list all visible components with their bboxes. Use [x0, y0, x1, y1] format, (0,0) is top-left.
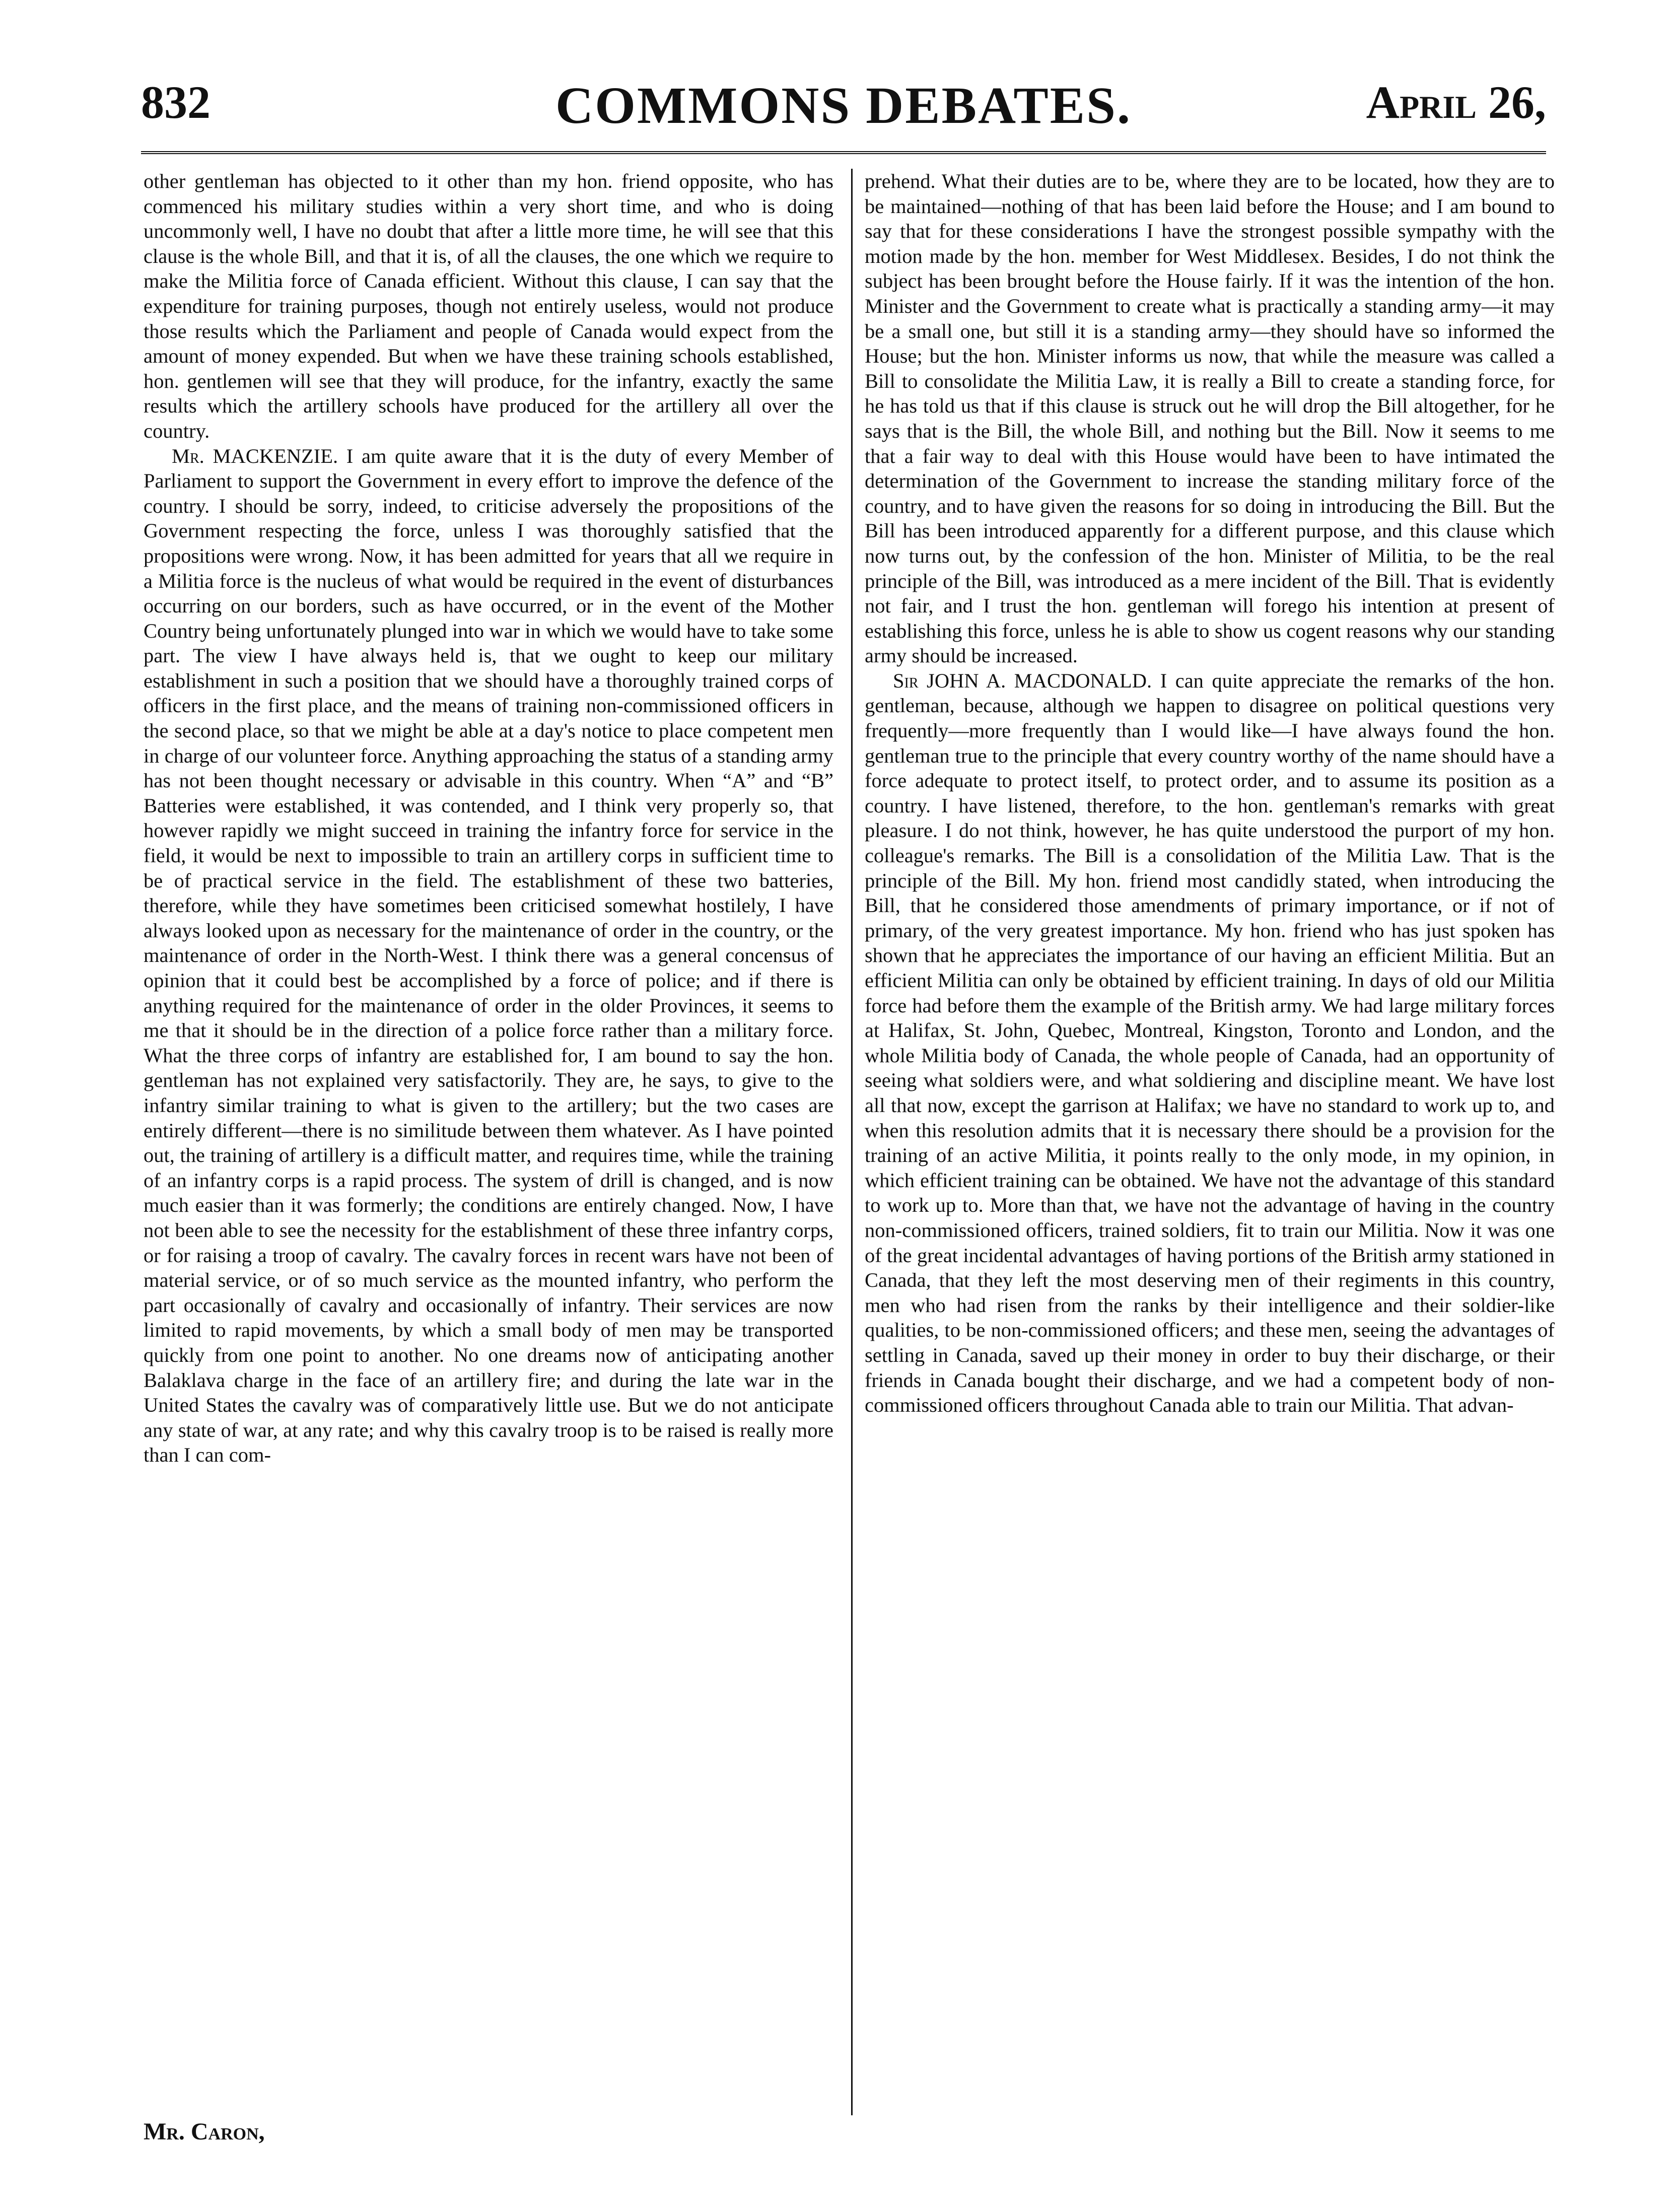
- header-date: April 26,: [1366, 77, 1546, 128]
- speaker-name: Mr. MACKENZIE.: [172, 444, 338, 467]
- publication-title: COMMONS DEBATES.: [555, 77, 1132, 134]
- speech-paragraph: [865, 668, 1555, 1418]
- speaker-name: Sir JOHN A. MACDONALD.: [893, 669, 1152, 692]
- right-column: [865, 169, 1555, 2115]
- speech-paragraph: [144, 444, 833, 1468]
- paragraph: prehend. What their duties are to be, where they are to be located, how they are to be maintained—nothing of that has been laid before the House; and I am bound to say that for these considerations I have the strongest possible sympathy with the motion made by the hon. member for West Middlesex. Besides, I do not think the subject has been brought before the House fairly. If it was the intention of the hon. Minister and the Government to create what is practically a standing army—it may be a small one, but still it is a standing army—they should have so informed the House; but the hon. Minister informs us now, that while the measure was called a Bill to consolidate the Militia Law, it is really a Bill to create a standing force, for he has told us that if this clause is struck out he will drop the Bill altogether, for he says that is the Bill, the whole Bill, and nothing but the Bill. Now it seems to me that a fair way to deal with this House would have been to have intimated the determination of the Government to increase the standing military force of the country, and to have given the reasons for so doing in introducing the Bill. But the Bill has been introduced apparently for a different purpose, and this clause which now turns out, by the confession of the hon. Minister of Militia, to be the real principle of the Bill, was introduced as a mere incident of the Bill. That is evidently not fair, and I trust the hon. gentleman will forego his intention at present of establishing this force, unless he is able to show us cogent reasons why our standing army should be increased.: [865, 170, 1555, 667]
- column-divider: [851, 169, 853, 2115]
- speech-text: I am quite aware that it is the duty of every Member of Parliament to support the Government in every effort to improve the defence of the country. I should be sorry, indeed, to criticise adversely the propositions of the Government respecting the force, unless I was thoroughly satisfied that the propositions were wrong. Now, it has been admitted for years that all we require in a Militia force is the nucleus of what would be required in the event of disturbances occurring on our borders, such as have occurred, or in the event of the Mother Country being unfortunately plunged into war in which we would have to take some part. The view I have always held is, that we ought to keep our military establishment in such a position that we should have a thoroughly trained corps of officers in the first place, and the means of training non-commissioned officers in the second place, so that we might be able at a day's notice to place competent men in charge of our volunteer force. Anything approaching the status of a standing army has not been thought necessary or advisable in this country. When “A” and “B” Batteries were established, it was contended, and I think very properly so, that however rapidly we might succeed in training the infantry force for service in the field, it would be next to impossible to train an artillery corps in sufficient time to be of practical service in the field. The establishment of these two batteries, therefore, while they have sometimes been criticised somewhat hostilely, I have always looked upon as necessary for the maintenance of order in the country, or the maintenance of order in the North-West. I think there was a general concensus of opinion that it could best be accomplished by a force of police; and if there is anything required for the maintenance of order in the older Provinces, it seems to me that it should be in the direction of a police force rather than a military force. What the three corps of infantry are established for, I am bound to say the hon. gentleman has not explained very satisfactorily. They are, he says, to give to the infantry similar training to what is given to the artillery; but the two cases are entirely different—there is no similitude between them whatever. As I have pointed out, the training of artillery is a difficult matter, and requires time, while the training of an infantry corps is a rapid process. The system of drill is changed, and is now much easier than it was formerly; the conditions are entirely changed. Now, I have not been able to see the necessity for the establishment of these three infantry corps, or for raising a troop of cavalry. The cavalry forces in recent wars have not been of material service, or of so much service as the mounted infantry, who perform the part occasionally of cavalry and occasionally of infantry. Their services are now limited to rapid movements, by which a small body of men may be transported quickly from one point to another. No one dreams now of anticipating another Balaklava charge in the face of an artillery fire; and during the late war in the United States the cavalry was of comparatively little use. But we do not anticipate any state of war, at any rate; and why this cavalry troop is to be raised is really more than I can com-: [144, 444, 833, 1467]
- speech-text: I can quite appreciate the remarks of the hon. gentleman, because, although we happen to disagree on political questions very frequently—more frequently than I would like—I have always found the hon. gentleman true to the principle that every country worthy of the name should have a force adequate to protect itself, to protect order, and to assume its position as a country. I have listened, therefore, to the hon. gentleman's remarks with great pleasure. I do not think, however, he has quite understood the purport of my hon. colleague's remarks. The Bill is a consolidation of the Militia Law. That is the principle of the Bill. My hon. friend most candidly stated, when introducing the Bill, that he considered those amendments of primary importance, or if not of primary, of the very greatest importance. My hon. friend who has just spoken has shown that he appreciates the importance of our having an efficient Militia. But an efficient Militia can only be obtained by efficient training. In days of old our Militia force had before them the example of the British army. We had large military forces at Halifax, St. John, Quebec, Montreal, Kingston, Toronto and London, and the whole Militia body of Canada, the whole people of Canada, had an opportunity of seeing what soldiers were, and what soldiering and discipline meant. We have lost all that now, except the garrison at Halifax; we have no standard to work up to, and when this resolution admits that it is necessary there should be a provision for the training of an active Militia, it points really to the only mode, in my opinion, in which efficient training can be obtained. We have not the advantage of this standard to work up to. More than that, we have not the advantage of having in the country non-commissioned officers, trained soldiers, fit to train our Militia. Now it was one of the great incidental advantages of having portions of the British army stationed in Canada, that they left the most deserving men of their regiments in this country, men who had risen from the ranks by their intelligence and their soldier-like qualities, to be non-commissioned officers; and these men, seeing the advantages of settling in Canada, saved up their money in order to buy their discharge, or their friends in Canada bought their discharge, and we had a competent body of non-commissioned officers throughout Canada able to train our Militia. That advan-: [865, 669, 1555, 1417]
- page-number: 832: [141, 77, 211, 128]
- left-column: [144, 169, 833, 2115]
- paragraph: other gentleman has objected to it other than my hon. friend opposite, who has commenced his military studies within a very short time, and who is doing uncommonly well, I have no doubt that after a little more time, he will see that this clause is the whole Bill, and that it is, of all the clauses, the one which we require to make the Militia force of Canada efficient. Without this clause, I can say that the expenditure for training purposes, though not entirely useless, would not produce those results which the Parliament and people of Canada would expect from the amount of money expended. But when we have these training schools established, hon. gentlemen will see that they will produce, for the infantry, exactly the same results which the artillery schools have produced for the artillery all over the country.: [144, 170, 833, 442]
- running-header: [141, 76, 1546, 154]
- page-footer-signature: Mr. Caron,: [144, 2118, 265, 2145]
